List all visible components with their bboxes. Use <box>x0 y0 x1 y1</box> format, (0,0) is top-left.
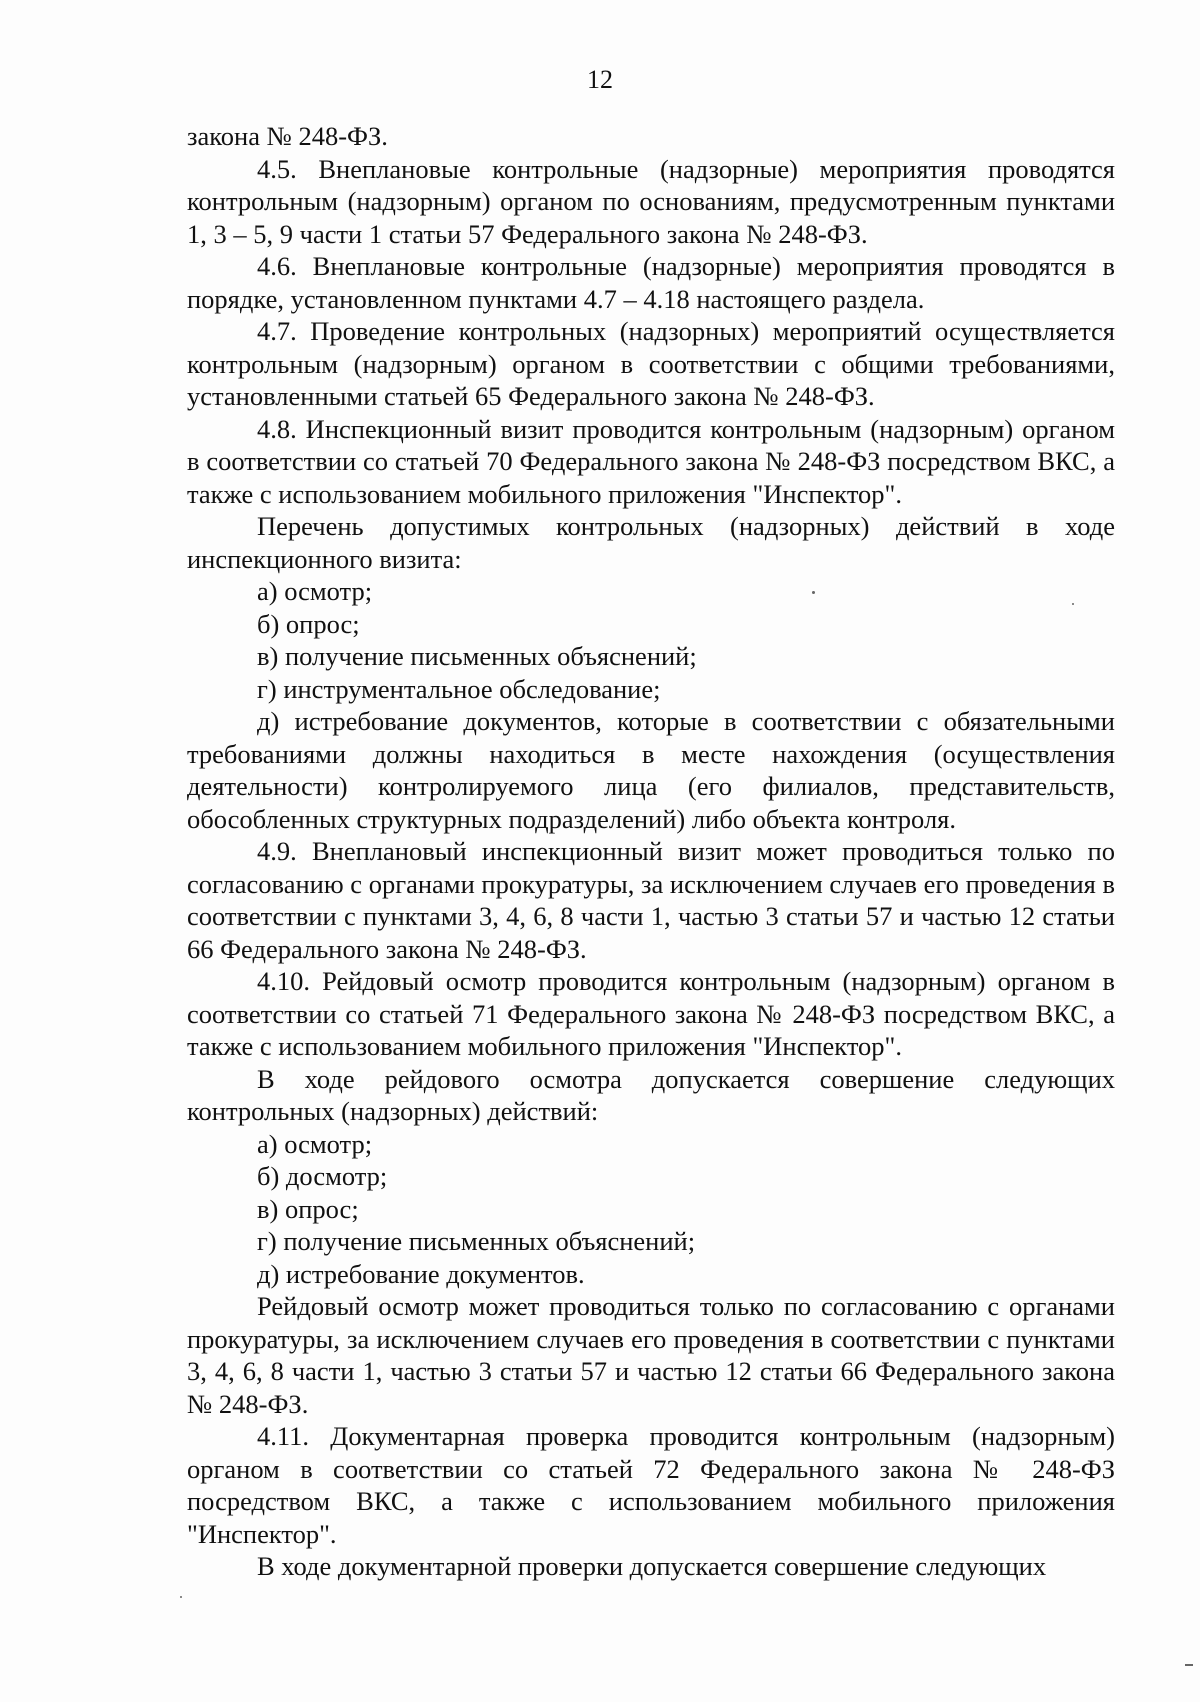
paragraph-4-10: 4.10. Рейдовый осмотр проводится контрольным (надзорным) органом в соответствии со статьей 71 Федерального закона № 248-ФЗ посредством ВКС, а также с использованием мобильного приложения "Инспектор". <box>187 966 1115 1061</box>
scan-speck <box>180 1596 182 1598</box>
paragraph-raid-actions-intro: В ходе рейдового осмотра допускается совершение следующих контрольных (надзорных) действий: <box>187 1063 1115 1126</box>
paragraph-4-9: 4.9. Внеплановый инспекционный визит может проводиться только по согласованию с органами прокуратуры, за исключением случаев его проведения в соответствии с пунктами 3, 4, 6, 8 части 1, частью 3 статьи 57 и частью 12 статьи 66 Федерального закона № 248-ФЗ. <box>187 836 1115 964</box>
paragraph-4-7: 4.7. Проведение контрольных (надзорных) мероприятий осуществляется контрольным (надзорным) органом в соответствии с общими требованиями, установленными статьей 65 Федерального закона № 248-ФЗ. <box>187 316 1115 411</box>
paragraph-documentary-actions-intro: В ходе документарной проверки допускается совершение следующих <box>257 1551 1047 1581</box>
list-item: г) получение письменных объяснений; <box>257 1226 696 1256</box>
paragraph-4-11: 4.11. Документарная проверка проводится контрольным (надзорным) органом в соответствии со статьей 72 Федерального закона № 248-ФЗ посредством ВКС, а также с использованием мобильного приложения "Инспектор". <box>187 1421 1115 1549</box>
paragraph-law-reference: закона № 248-ФЗ. <box>187 121 388 151</box>
page-number: 12 <box>587 65 613 94</box>
list-item: г) инструментальное обследование; <box>257 673 661 704</box>
list-item: в) опрос; <box>257 1193 359 1224</box>
list-item: д) истребование документов, которые в соответствии с обязательными требованиями должны находиться в месте нахождения (осуществления деятельности) контролируемого лица (его филиалов, представительств, обособленных структурных подразделений) либо объекта контроля. <box>187 706 1115 834</box>
paragraph-raid-approval: Рейдовый осмотр может проводиться только по согласованию с органами прокуратуры, за исключением случаев его проведения в соответствии с пунктами 3, 4, 6, 8 части 1, частью 3 статьи 57 и частью 12 статьи 66 Федерального закона № 248-ФЗ. <box>187 1291 1115 1419</box>
list-item: б) досмотр; <box>257 1161 388 1191</box>
paragraph-4-5: 4.5. Внеплановые контрольные (надзорные) мероприятия проводятся контрольным (надзорным) органом по основаниям, предусмотренным пунктами 1, 3 – 5, 9 части 1 статьи 57 Федерального закона № 248-ФЗ. <box>187 153 1115 249</box>
document-body <box>187 120 1115 1583</box>
list-item: а) осмотр; <box>257 1128 373 1159</box>
list-item: д) истребование документов. <box>257 1258 585 1289</box>
list-item: в) получение письменных объяснений; <box>257 641 697 671</box>
list-item: а) осмотр; <box>257 576 373 606</box>
paragraph-4-8: 4.8. Инспекционный визит проводится контрольным (надзорным) органом в соответствии со статьей 70 Федерального закона № 248-ФЗ посредством ВКС, а также с использованием мобильного приложения "Инспектор". <box>187 413 1115 509</box>
scan-speck <box>1072 603 1074 605</box>
scan-speck <box>1185 1664 1193 1666</box>
paragraph-inspection-actions-intro: Перечень допустимых контрольных (надзорных) действий в ходе инспекционного визита: <box>187 511 1115 574</box>
paragraph-4-6: 4.6. Внеплановые контрольные (надзорные) мероприятия проводятся в порядке, установленном пунктами 4.7 – 4.18 настоящего раздела. <box>187 251 1115 314</box>
list-item: б) опрос; <box>257 608 360 639</box>
scan-speck <box>812 591 815 594</box>
